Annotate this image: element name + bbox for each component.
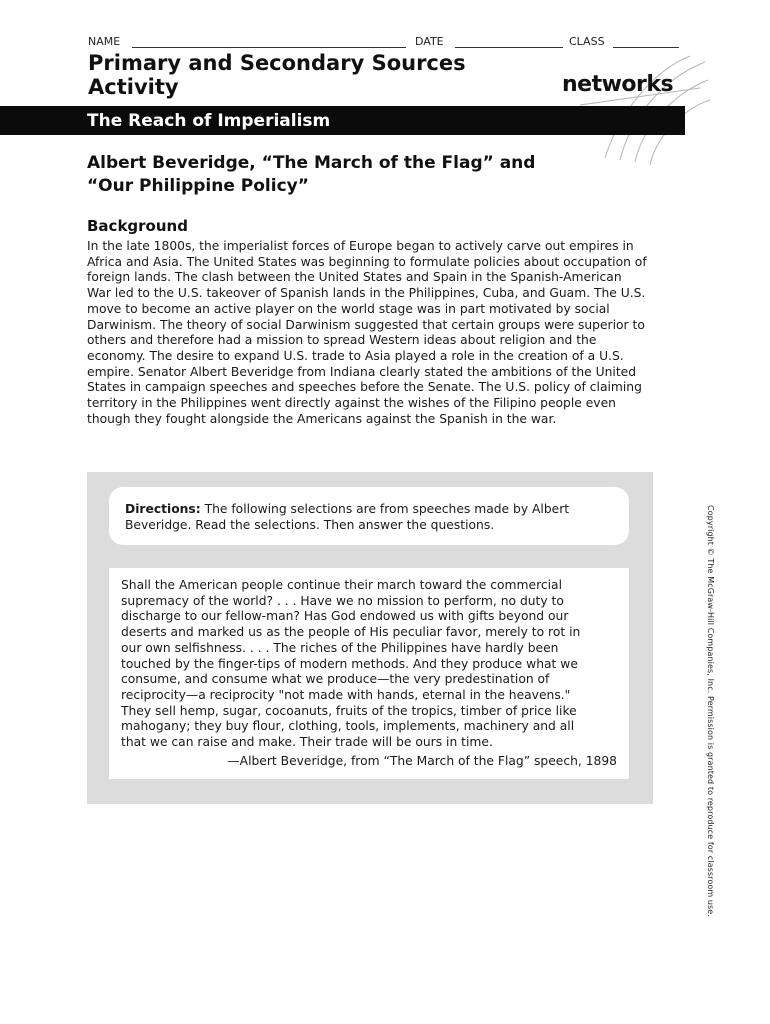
activity-subtitle	[87, 152, 587, 198]
class-blank	[613, 47, 679, 48]
directions-text	[125, 501, 605, 533]
name-blank	[132, 47, 406, 48]
subtitle-line-1: Albert Beveridge, “The March of the Flag” and	[87, 153, 536, 173]
copyright-notice: Copyright © The McGraw-Hill Companies, Inc. Permission is granted to reproduce for classroom use.	[706, 505, 715, 917]
name-label: NAME	[88, 35, 121, 48]
date-label: DATE	[415, 35, 444, 48]
directions-box	[109, 487, 629, 545]
banner-title: The Reach of Imperialism	[87, 111, 331, 131]
background-heading: Background	[87, 217, 188, 235]
date-blank	[455, 47, 563, 48]
directions-label: Directions:	[125, 502, 201, 516]
primary-source-excerpt	[109, 568, 629, 779]
title-line-1: Primary and Secondary Sources	[88, 51, 466, 75]
brand-wordmark: networks	[562, 72, 674, 97]
directions-body: The following selections are from speeches made by Albert Beveridge. Read the selections. Then answer the questions.	[125, 502, 570, 532]
background-paragraph: In the late 1800s, the imperialist forces of Europe began to actively carve out empires in Africa and Asia. The United States was beginning to formulate policies about occupation of foreign lands. The clash between the United States and Spain in the Spanish-American War led to the U.S. takeover of Spanish lands in the Philippines, Cuba, and Guam. The U.S. move to become an active player on the world stage was in part motivated by social Darwinism. The theory of social Darwinism suggested that certain groups were superior to others and therefore had a mission to spread Western ideas about religion and the economy. The desire to expand U.S. trade to Asia played a role in the creation of a U.S. empire. Senator Albert Beveridge from Indiana clearly stated the ambitions of the United States in campaign speeches and speeches before the Senate. The U.S. policy of claiming territory in the Philippines went directly against the wishes of the Filipino people even though they fought alongside the Americans against the Spanish in the war.	[87, 239, 647, 426]
student-info-line	[88, 34, 688, 50]
title-line-2: Activity	[88, 75, 179, 99]
excerpt-attribution: —Albert Beveridge, from “The March of the Flag” speech, 1898	[227, 754, 617, 768]
document-title	[88, 51, 528, 99]
topic-banner	[0, 106, 685, 135]
subtitle-line-2: “Our Philippine Policy”	[87, 176, 309, 196]
class-label: CLASS	[569, 35, 605, 48]
excerpt-text: Shall the American people continue their march toward the commercial supremacy of the world? . . . Have we no mission to perform, no duty to discharge to our fellow-man? Has God endowed us with gifts beyond our deserts and marked us as the people of His peculiar favor, merely to rot in our own selfishness. . . . The riches of the Philippines have hardly been touched by the finger-tips of modern methods. And they produce what we consume, and consume what we produce—the very predestination of reciprocity—a reciprocity "not made with hands, eternal in the heavens." They sell hemp, sugar, cocoanuts, fruits of the tropics, timber of price like mahogany; they buy flour, clothing, tools, implements, machinery and all that we can raise and make. Their trade will be ours in time.	[121, 578, 581, 750]
